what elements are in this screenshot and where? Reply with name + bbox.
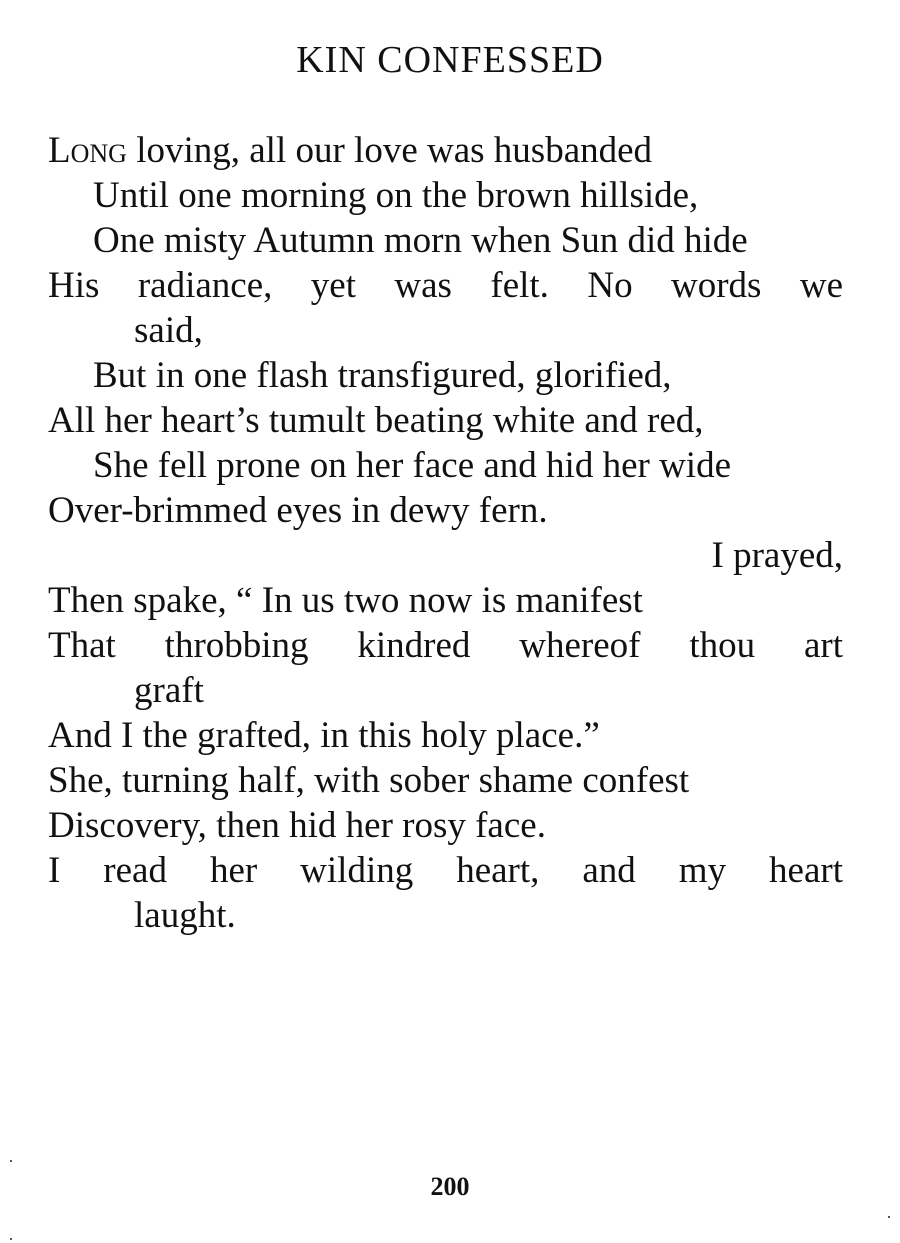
poem-line: One misty Autumn morn when Sun did hide [93, 220, 748, 261]
poem-line: And I the grafted, in this holy place.” [48, 715, 600, 756]
scan-speck [888, 1216, 890, 1218]
poem-line-continuation: graft [134, 670, 204, 711]
scan-speck [10, 1160, 12, 1162]
poem-line: Until one morning on the brown hillside, [93, 175, 699, 216]
poem-line: Then spake, “ In us two now is manifest [48, 580, 643, 621]
poem-line-continuation: said, [134, 310, 203, 351]
small-caps-opening-word: Long [48, 130, 127, 171]
poem-line: She, turning half, with sober shame confest [48, 760, 690, 801]
page-number: 200 [430, 1172, 470, 1201]
poem-line [48, 128, 843, 173]
poem-line: But in one flash transfigured, glorified, [93, 355, 672, 396]
poem-line: Over-brimmed eyes in dewy fern. [48, 490, 548, 531]
poem-body [48, 128, 843, 938]
poem-line: I read her wilding heart, and my heart [48, 850, 843, 891]
scan-speck [10, 1238, 12, 1240]
poem-line-dropped: I prayed, [711, 535, 843, 576]
poem-line: Discovery, then hid her rosy face. [48, 805, 546, 846]
poem-line-text: loving, all our love was husbanded [126, 130, 653, 171]
poem-line: His radiance, yet was felt. No words we [48, 265, 843, 306]
poem-line: That throbbing kindred whereof thou art [48, 625, 843, 666]
poem-line: She fell prone on her face and hid her wide [93, 445, 731, 486]
poem-line: All her heart’s tumult beating white and red, [48, 400, 704, 441]
poem-line-continuation: laught. [134, 895, 236, 936]
poem-title: KIN CONFESSED [296, 39, 604, 81]
